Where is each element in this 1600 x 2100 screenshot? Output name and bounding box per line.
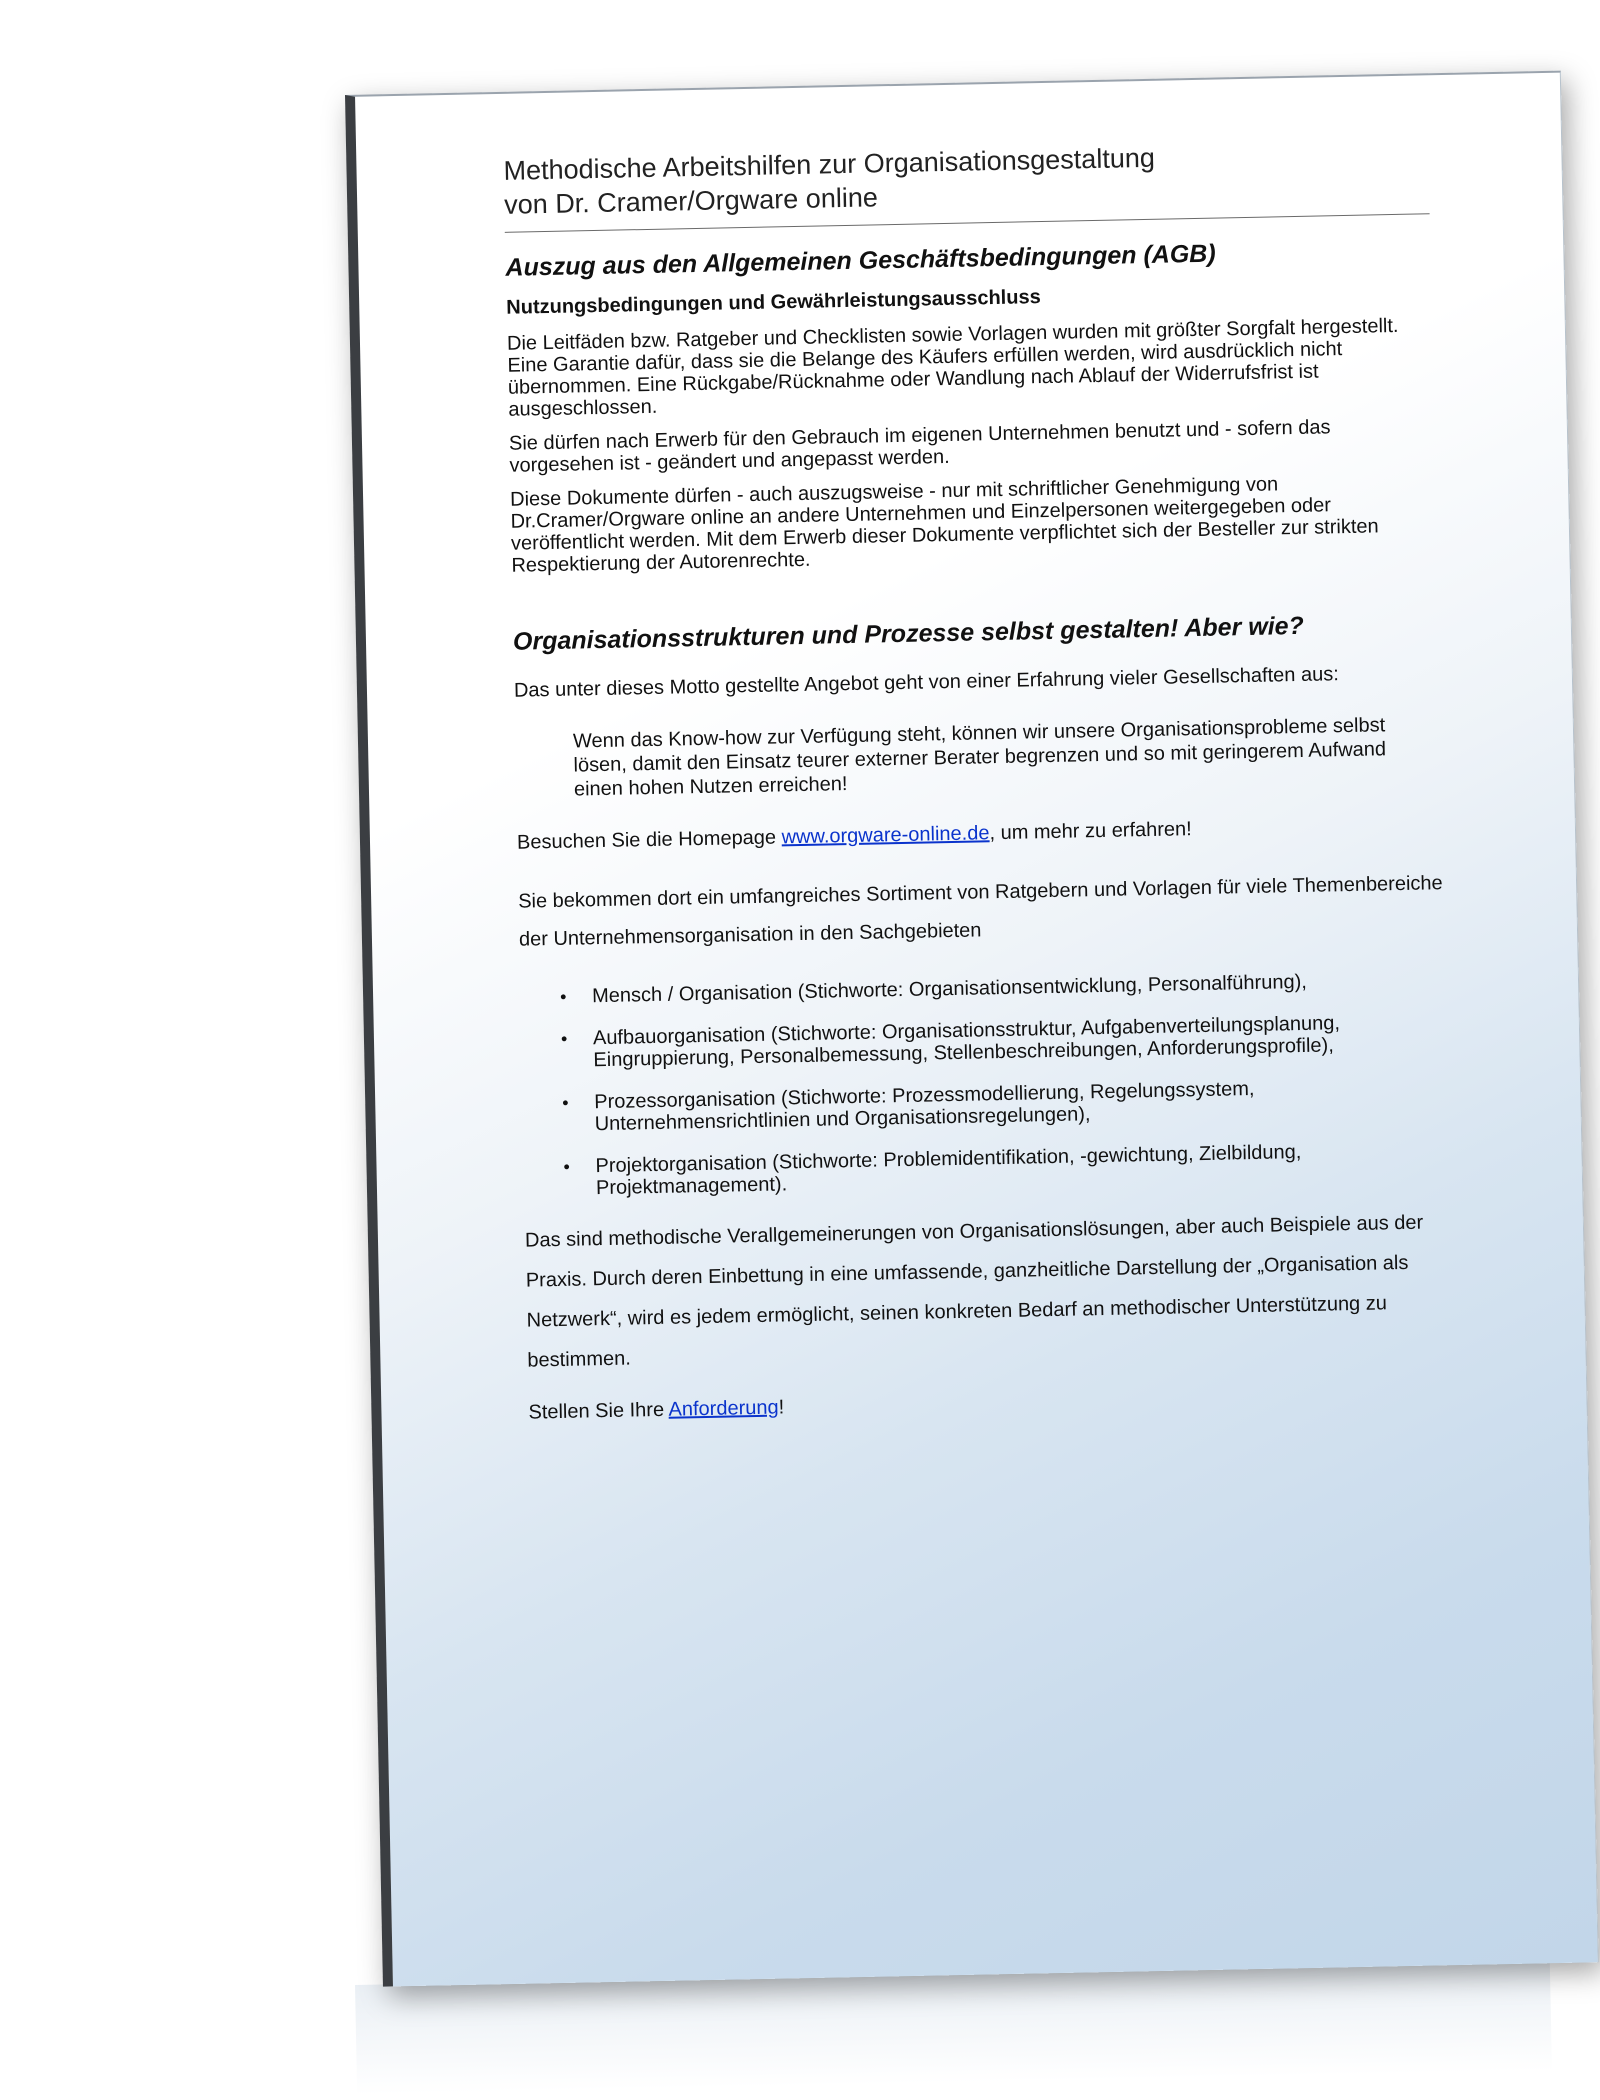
agb-heading: Auszug aus den Allgemeinen Geschäftsbedingungen (AGB) bbox=[505, 239, 1216, 282]
homepage-prefix: Besuchen Sie die Homepage bbox=[516, 826, 782, 854]
list-item-text: Mensch / Organisation (Stichworte: Organisationsentwicklung, Personalführung), bbox=[591, 970, 1308, 1008]
page-content bbox=[503, 135, 1458, 1424]
cta-paragraph bbox=[528, 1382, 1458, 1425]
agb-paragraph-3: Diese Dokumente dürfen - auch auszugsweise - nur mit schriftlicher Genehmigung von Dr.Cramer/Orgware online an andere Unternehmen und Einzelpersonen weitergegeben oder veröffentlicht werden. Mit dem Erwerb dieser Dokumente verpflichtet sich der Besteller zur strikten Respektierung der Autorenrechte. bbox=[509, 473, 1379, 577]
document-page bbox=[345, 71, 1599, 1987]
list-item-text: Prozessorganisation (Stichworte: Prozessmodellierung, Regelungssystem, Unternehmensrichtlinien und Organisationsregelungen), bbox=[594, 1077, 1255, 1136]
summary-paragraph: Das sind methodische Verallgemeinerungen von Organisationslösungen, aber auch Beispiele aus der Praxis. Durch deren Einbettung in eine umfassende, ganzheitliche Darstellung der „Organisation als Netzwerk“, wird es jedem ermöglicht, seinen konkreten Bedarf an methodischer Unterstützung zu bestimmen. bbox=[524, 1211, 1424, 1372]
agb-subheading: Nutzungsbedingungen und Gewährleistungsausschluss bbox=[506, 286, 1041, 319]
bullet-icon: • bbox=[562, 1092, 569, 1113]
offer-heading: Organisationsstrukturen und Prozesse selbst gestalten! Aber wie? bbox=[512, 611, 1305, 656]
agb-paragraph-2: Sie dürfen nach Erwerb für den Gebrauch im eigenen Unternehmen benutzt und - sofern das vorgesehen ist - geändert und angepasst werden. bbox=[508, 416, 1331, 477]
header-line-1: Methodische Arbeitshilfen zur Organisationsgestaltung bbox=[503, 142, 1156, 186]
homepage-link[interactable]: www.orgware-online.de bbox=[781, 822, 990, 849]
range-paragraph: Sie bekommen dort ein umfangreiches Sortiment von Ratgebern und Vorlagen für viele Themenbereiche der Unternehmensorganisation in den Sachgebieten bbox=[518, 872, 1443, 951]
header-line-2: von Dr. Cramer/Orgware online bbox=[503, 182, 879, 220]
list-item bbox=[560, 968, 1450, 1008]
offer-quote: Wenn das Know-how zur Verfügung steht, können wir unsere Organisationsprobleme selbst lösen, damit den Einsatz teurer externer Berater begrenzen und so mit geringerem Aufwand einen hohen Nutzen erreichen! bbox=[572, 714, 1387, 801]
list-item-text: Aufbauorganisation (Stichworte: Organisationsstruktur, Aufgabenverteilungsplanung, Eingruppierung, Personalbemessung, Stellenbeschreibungen, Anforderungsprofile), bbox=[592, 1012, 1341, 1072]
bullet-icon: • bbox=[563, 1156, 571, 1177]
agb-paragraph-1: Die Leitfäden bzw. Ratgeber und Checklisten sowie Vorlagen wurden mit größter Sorgfalt hergestellt. Eine Garantie dafür, dass sie die Belange des Käufers erfüllen werden, wird ausdrücklich nicht übernommen. Eine Rückgabe/Rücknahme oder Wandlung nach Ablauf der Widerrufsfrist ist ausgeschlossen. bbox=[506, 314, 1399, 421]
bullet-icon: • bbox=[560, 1028, 568, 1049]
list-item bbox=[562, 1074, 1453, 1136]
homepage-paragraph bbox=[517, 812, 1447, 855]
offer-intro: Das unter dieses Motto gestellte Angebot geht von einer Erfahrung vieler Gesellschaften aus: bbox=[513, 663, 1339, 702]
subject-list bbox=[560, 968, 1454, 1200]
list-item bbox=[561, 1010, 1452, 1072]
cta-prefix: Stellen Sie Ihre bbox=[528, 1398, 669, 1424]
cta-suffix: ! bbox=[778, 1396, 785, 1419]
list-item bbox=[563, 1138, 1454, 1200]
anforderung-link[interactable]: Anforderung bbox=[668, 1396, 779, 1421]
homepage-suffix: , um mehr zu erfahren! bbox=[989, 818, 1192, 845]
list-item-text: Projektorganisation (Stichworte: Problemidentifikation, -gewichtung, Zielbildung, Projektmanagement). bbox=[595, 1141, 1302, 1200]
bullet-icon: • bbox=[559, 986, 567, 1007]
